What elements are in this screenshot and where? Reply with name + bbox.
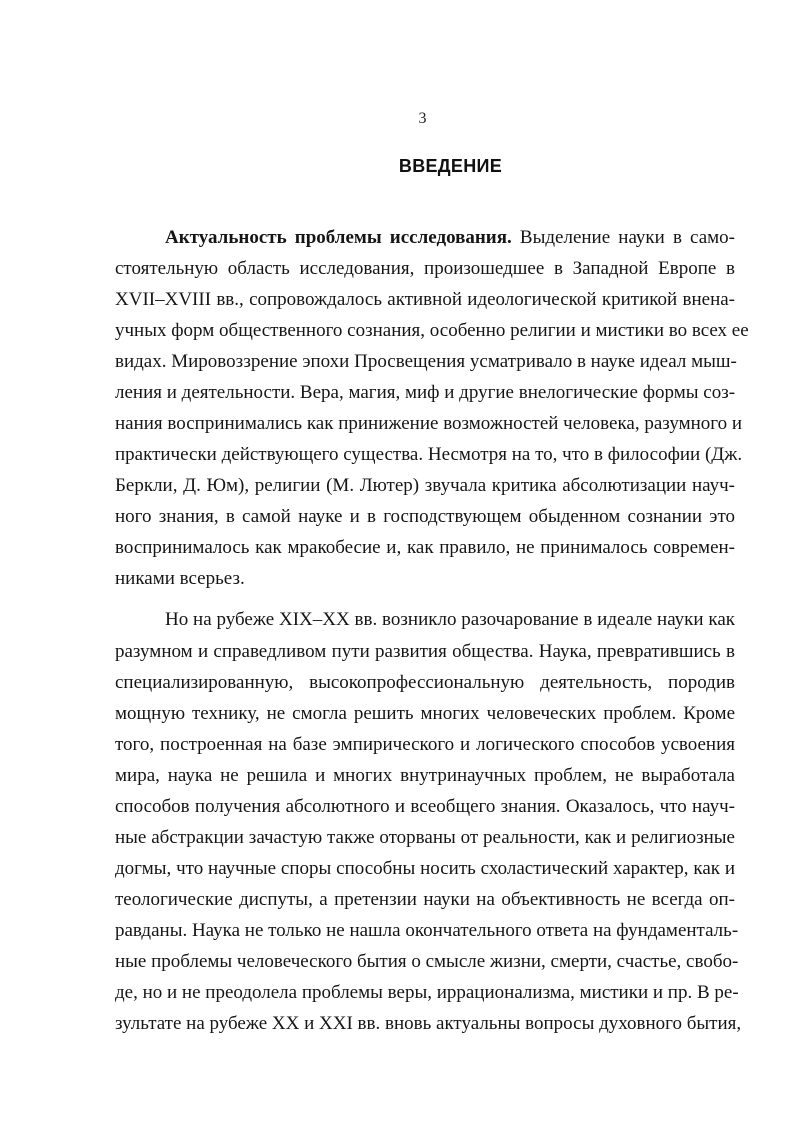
text-line: видах. Мировоззрение эпохи Просвещения усматривало в науке идеал мыш-: [115, 351, 737, 372]
text-line: учных форм общественного сознания, особенно религии и мистики во всех ее: [115, 320, 749, 341]
text-line: догмы, что научные споры способны носить схоластический характер, как и: [115, 858, 735, 879]
text-line: того, построенная на базе эмпирического и логического способов усвоения: [115, 734, 735, 755]
text-line: практически действующего существа. Несмотря на то, что в философии (Дж.: [115, 444, 743, 465]
text-line: разумном и справедливом пути развития общества. Наука, превратившись в: [115, 641, 735, 662]
text-line: де, но и не преодолела проблемы веры, иррационализма, мистики и пр. В ре-: [115, 982, 739, 1003]
text-line: ного знания, в самой науке и в господствующем обыденном сознании это: [115, 506, 735, 527]
text-line: мощную технику, не смогла решить многих человеческих проблем. Кроме: [115, 703, 735, 724]
text-line: ные проблемы человеческого бытия о смысле жизни, смерти, счастье, свобо-: [115, 951, 739, 972]
text-line: ления и деятельности. Вера, магия, миф и другие внелогические формы соз-: [115, 382, 736, 403]
text-line: равданы. Наука не только не нашла окончательного ответа на фундаменталь-: [115, 920, 739, 941]
text-line: специализированную, высокопрофессиональную деятельность, породив: [115, 672, 735, 693]
text-line: мира, наука не решила и многих внутринаучных проблем, не выработала: [115, 765, 735, 786]
text-line: Актуальность проблемы исследования. Выделение науки в само-: [165, 227, 735, 248]
text-line: теологические диспуты, а претензии науки на объективность не всегда оп-: [115, 889, 735, 910]
text-line: Беркли, Д. Юм), религии (М. Лютер) звучала критика абсолютизации науч-: [115, 475, 735, 496]
text-line: Но на рубеже XIX–XX вв. возникло разочарование в идеале науки как: [165, 609, 735, 630]
text-line: XVII–XVIII вв., сопровождалось активной идеологической критикой внена-: [115, 289, 735, 310]
paragraph-lead: Актуальность проблемы исследования.: [165, 227, 512, 248]
text-line: воспринималось как мракобесие и, как правило, не принималось современ-: [115, 537, 735, 558]
text-line: нания воспринимались как принижение возможностей человека, разумного и: [115, 413, 743, 434]
page-number: 3: [418, 110, 427, 127]
section-heading: ВВЕДЕНИЕ: [398, 156, 503, 176]
text-line: никами всерьез.: [115, 568, 245, 589]
text-line: способов получения абсолютного и всеобщего знания. Оказалось, что науч-: [115, 796, 735, 817]
text-line: зультате на рубеже XX и XXI вв. вновь актуальны вопросы духовного бытия,: [115, 1013, 742, 1034]
text-line: стоятельную область исследования, произошедшее в Западной Европе в: [115, 258, 735, 279]
text-line: ные абстракции зачастую также оторваны от реальности, как и религиозные: [115, 827, 735, 848]
